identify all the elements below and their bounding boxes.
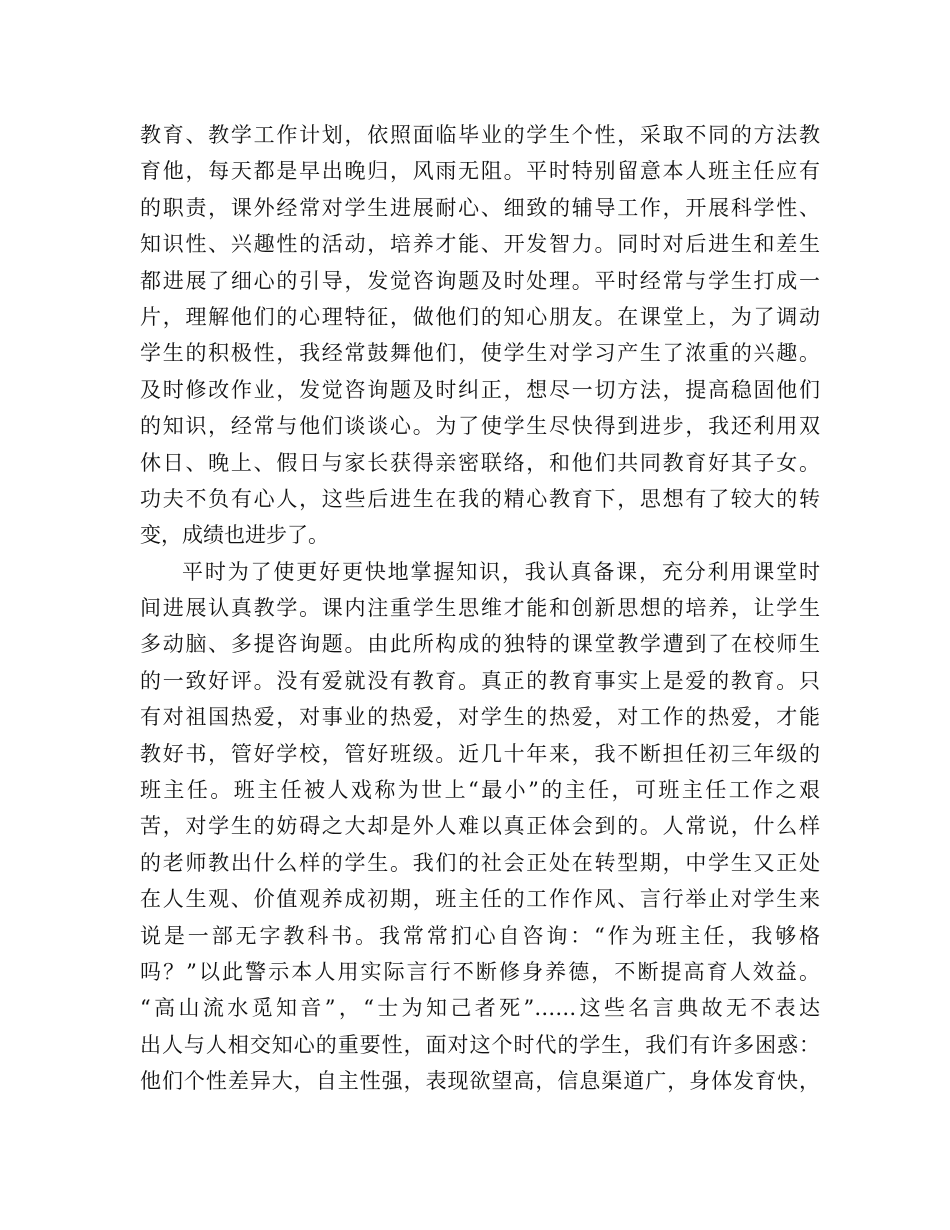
text-line: 知识性、兴趣性的活动，培养才能、开发智力。同时对后进生和差生 <box>140 232 820 257</box>
text-line: 变，成绩也进步了。 <box>140 523 329 548</box>
text-line: 在人生观、价值观养成初期，班主任的工作作风、言行举止对学生来 <box>140 887 820 912</box>
text-line: 教好书，管好学校，管好班级。近几十年来，我不断担任初三年级的 <box>140 741 820 766</box>
body-text <box>140 117 820 1100</box>
text-line: 吗？”以此警示本人用实际言行不断修身养德，不断提高育人效益。 <box>140 959 820 984</box>
text-line: 苦，对学生的妨碍之大却是外人难以真正体会到的。人常说，什么样 <box>140 814 820 839</box>
text-line: 及时修改作业，发觉咨询题及时纠正，想尽一切方法，提高稳固他们 <box>140 377 820 402</box>
text-line: “高山流水觅知音”，“士为知己者死”……这些名言典故无不表达 <box>140 996 820 1021</box>
text-line: 间进展认真教学。课内注重学生思维才能和创新思想的培养，让学生 <box>140 596 820 621</box>
text-line: 说是一部无字教科书。我常常扪心自咨询：“作为班主任，我够格 <box>140 923 820 948</box>
text-line: 的职责，课外经常对学生进展耐心、细致的辅导工作，开展科学性、 <box>140 195 820 220</box>
text-line: 班主任。班主任被人戏称为世上“最小”的主任，可班主任工作之艰 <box>140 778 820 803</box>
text-line: 他们个性差异大，自主性强，表现欲望高，信息渠道广，身体发育快， <box>140 1069 820 1094</box>
text-line: 学生的积极性，我经常鼓舞他们，使学生对学习产生了浓重的兴趣。 <box>140 341 820 366</box>
text-line: 休日、晚上、假日与家长获得亲密联络，和他们共同教育好其子女。 <box>140 450 820 475</box>
text-line: 片，理解他们的心理特征，做他们的知心朋友。在课堂上，为了调动 <box>140 304 820 329</box>
text-line: 都进展了细心的引导，发觉咨询题及时处理。平时经常与学生打成一 <box>140 268 820 293</box>
text-line: 教育、教学工作计划，依照面临毕业的学生个性，采取不同的方法教 <box>140 123 820 147</box>
text-line: 出人与人相交知心的重要性，面对这个时代的学生，我们有许多困惑： <box>140 1032 820 1057</box>
text-line: 有对祖国热爱，对事业的热爱，对学生的热爱，对工作的热爱，才能 <box>140 705 820 730</box>
text-line: 功夫不负有心人，这些后进生在我的精心教育下，思想有了较大的转 <box>140 486 820 511</box>
text-line: 多动脑、多提咨询题。由此所构成的独特的课堂教学遭到了在校师生 <box>140 632 820 657</box>
text-line: 育他，每天都是早出晚归，风雨无阻。平时特别留意本人班主任应有 <box>140 159 820 184</box>
paragraph-first-line: 平时为了使更好更快地掌握知识，我认真备课，充分利用课堂时 <box>182 559 820 584</box>
text-line: 的老师教出什么样的学生。我们的社会正处在转型期，中学生又正处 <box>140 850 820 875</box>
text-line: 的知识，经常与他们谈谈心。为了使学生尽快得到进步，我还利用双 <box>140 414 820 439</box>
text-line: 的一致好评。没有爱就没有教育。真正的教育事实上是爱的教育。只 <box>140 668 820 693</box>
